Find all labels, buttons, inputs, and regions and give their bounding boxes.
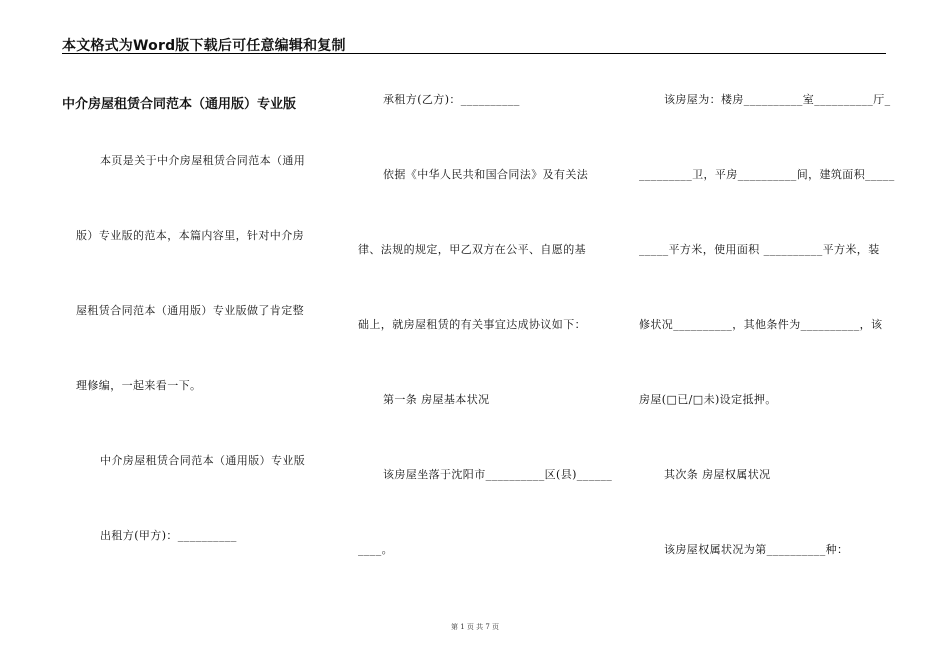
paragraph-line: 中介房屋租赁合同范本（通用版）专业版	[100, 454, 306, 467]
document-header: 本文格式为Word版下载后可任意编辑和复制	[62, 38, 346, 54]
paragraph-line: 承租方(乙方)：__________	[383, 93, 520, 106]
paragraph-line: 本页是关于中介房屋租赁合同范本（通用	[100, 154, 306, 167]
paragraph-line: 出租方(甲方)：__________	[100, 529, 237, 542]
paragraph-line: 该房屋权属状况为第__________种：	[664, 543, 849, 556]
paragraph-line: 版）专业版的范本，本篇内容里，针对中介房	[76, 229, 304, 242]
paragraph-line: 础上，就房屋租赁的有关事宜达成协议如下：	[358, 318, 586, 331]
paragraph-line: 律、法规的规定，甲乙双方在公平、自愿的基	[358, 243, 586, 256]
paragraph-line: 修状况__________，其他条件为__________，该	[639, 318, 883, 331]
paragraph-line: 房屋(□已/□未)设定抵押。	[639, 393, 777, 406]
page-number: 第 1 页 共 7 页	[450, 623, 500, 631]
paragraph-line: _________卫，平房__________间，建筑面积_____	[639, 168, 895, 181]
paragraph-line: 该房屋为：楼房__________室__________厅_	[664, 93, 891, 106]
paragraph-line: _____平方米，使用面积 __________平方米，装	[639, 243, 880, 256]
document-title: 中介房屋租赁合同范本（通用版）专业版	[62, 97, 297, 112]
paragraph-line: 该房屋坐落于沈阳市__________区(县)______	[383, 468, 613, 481]
section-heading: 第一条 房屋基本状况	[383, 393, 490, 406]
header-divider	[62, 53, 886, 54]
section-heading: 其次条 房屋权属状况	[664, 468, 771, 481]
paragraph-line: 屋租赁合同范本（通用版）专业版做了肯定整	[76, 304, 304, 317]
paragraph-line: 依据《中华人民共和国合同法》及有关法	[383, 168, 589, 181]
paragraph-line: 理修编，一起来看一下。	[76, 379, 202, 392]
paragraph-line: ____。	[358, 543, 393, 556]
